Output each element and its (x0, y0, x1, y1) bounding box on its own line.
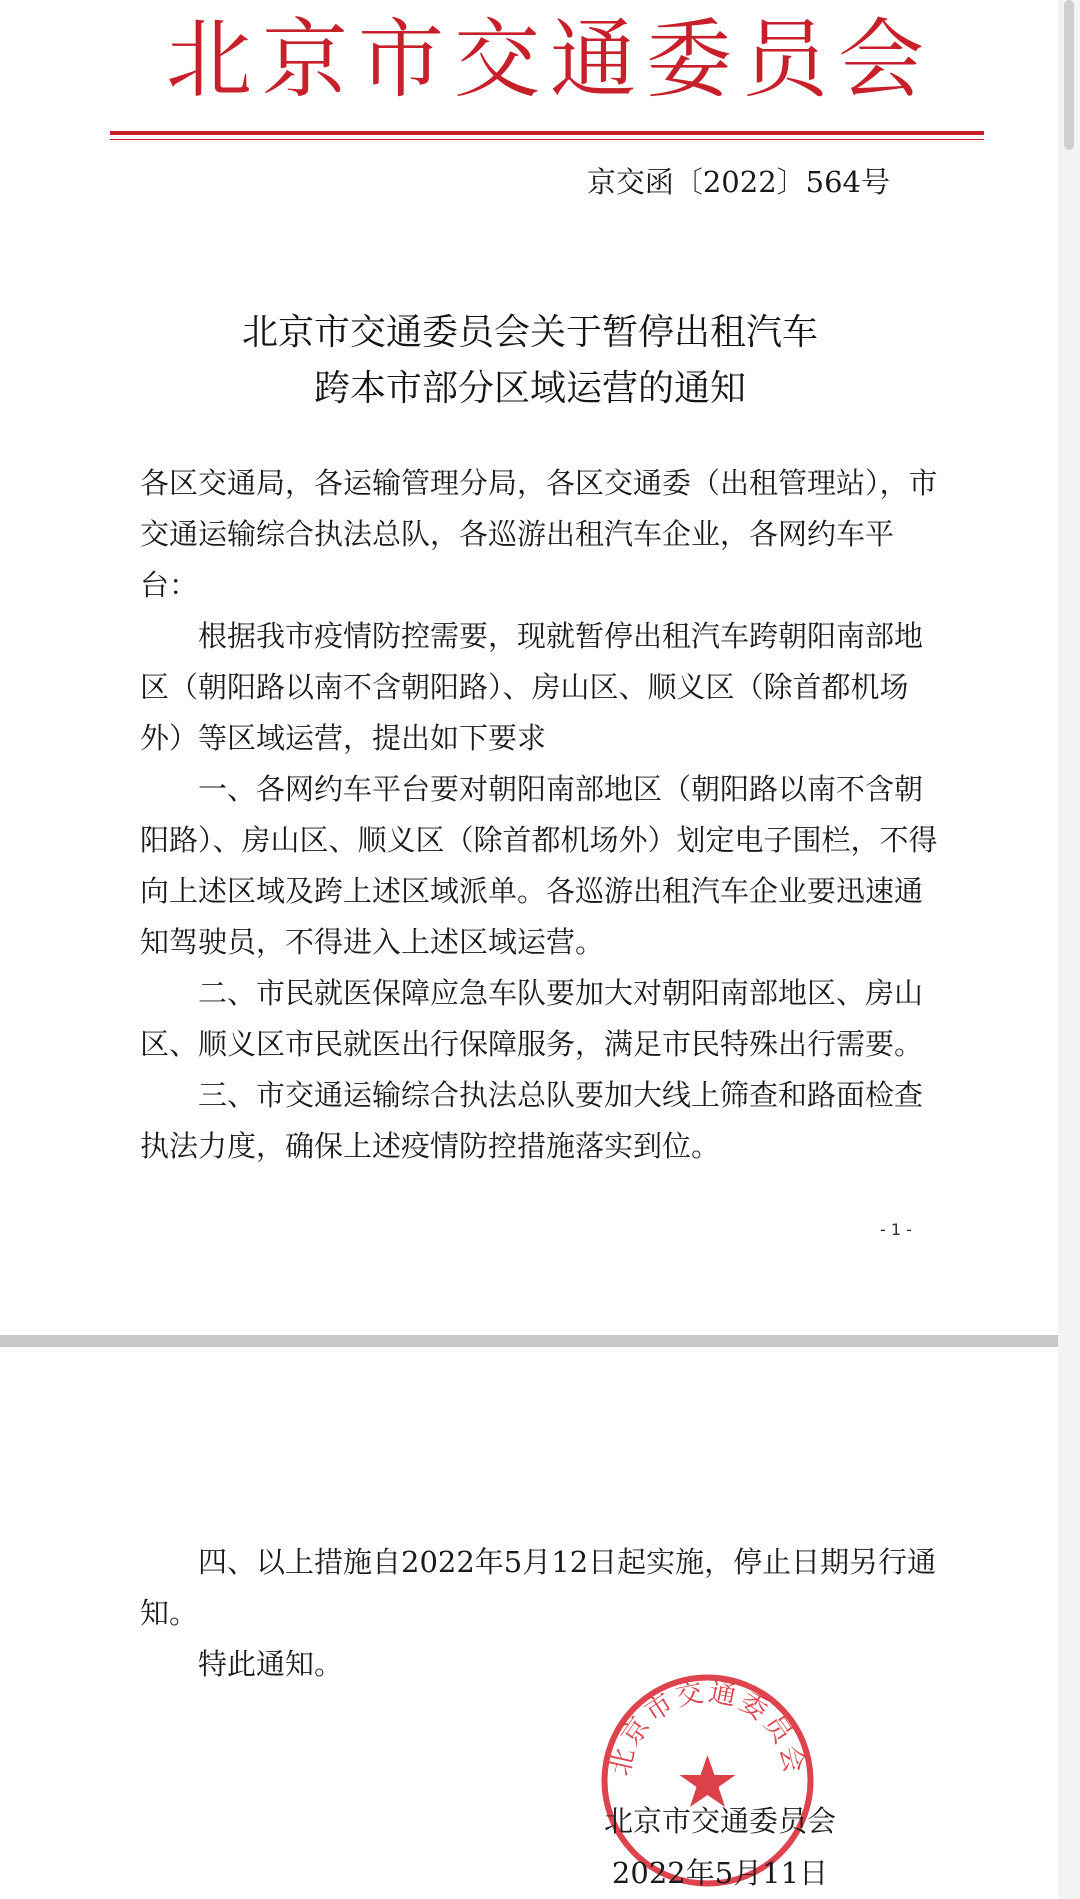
signer-date: 2022年5月11日 (611, 1856, 829, 1890)
document-number: 京交函〔2022〕564号 (586, 165, 890, 199)
signer-org: 北京市交通委员会 (603, 1804, 836, 1838)
scrollbar-thumb[interactable] (1064, 0, 1074, 150)
title-line-2: 跨本市部分区域运营的通知 (313, 368, 746, 409)
item-3-paragraph: 三、市交通运输综合执法总队要加大线上筛查和路面检查执法力度，确保上述疫情防控措施落实到位。 (140, 1078, 924, 1163)
item-4-paragraph: 四、以上措施自2022年5月12日起实施，停止日期另行通知。 (140, 1545, 937, 1630)
document-body (140, 458, 950, 1172)
page-number: - 1 - (880, 1220, 912, 1239)
seal-text: 北京市交通委员会 (604, 1676, 811, 1779)
page-separator (0, 1335, 1080, 1347)
header-red-rule-thin (110, 139, 984, 140)
title-line-1: 北京市交通委员会关于暂停出租汽车 (241, 312, 818, 353)
closing-paragraph: 特此通知。 (198, 1647, 344, 1681)
header-red-rule (110, 131, 984, 135)
document-body-continued (140, 1537, 950, 1690)
item-1-paragraph: 一、各网约车平台要对朝阳南部地区（朝阳路以南不含朝阳路）、房山区、顺义区（除首都机场外）划定电子围栏，不得向上述区域及跨上述区域派单。各巡游出租汽车企业要迅速通知驾驶员，不得进入上述区域运营。 (140, 772, 938, 959)
document-title (120, 305, 940, 417)
vertical-scrollbar[interactable] (1058, 0, 1080, 1899)
item-2-paragraph: 二、市民就医保障应急车队要加大对朝阳南部地区、房山区、顺义区市民就医出行保障服务，满足市民特殊出行需要。 (140, 976, 924, 1061)
document-page-2 (0, 1347, 1058, 1899)
intro-paragraph: 根据我市疫情防控需要，现就暂停出租汽车跨朝阳南部地区（朝阳路以南不含朝阳路）、房山区、顺义区（除首都机场外）等区域运营，提出如下要求 (140, 619, 924, 755)
org-header: 北京市交通委员会 (166, 10, 934, 110)
recipients-paragraph: 各区交通局，各运输管理分局，各区交通委（出租管理站），市交通运输综合执法总队，各巡游出租汽车企业，各网约车平台： (140, 466, 938, 602)
signature-block (560, 1795, 880, 1899)
